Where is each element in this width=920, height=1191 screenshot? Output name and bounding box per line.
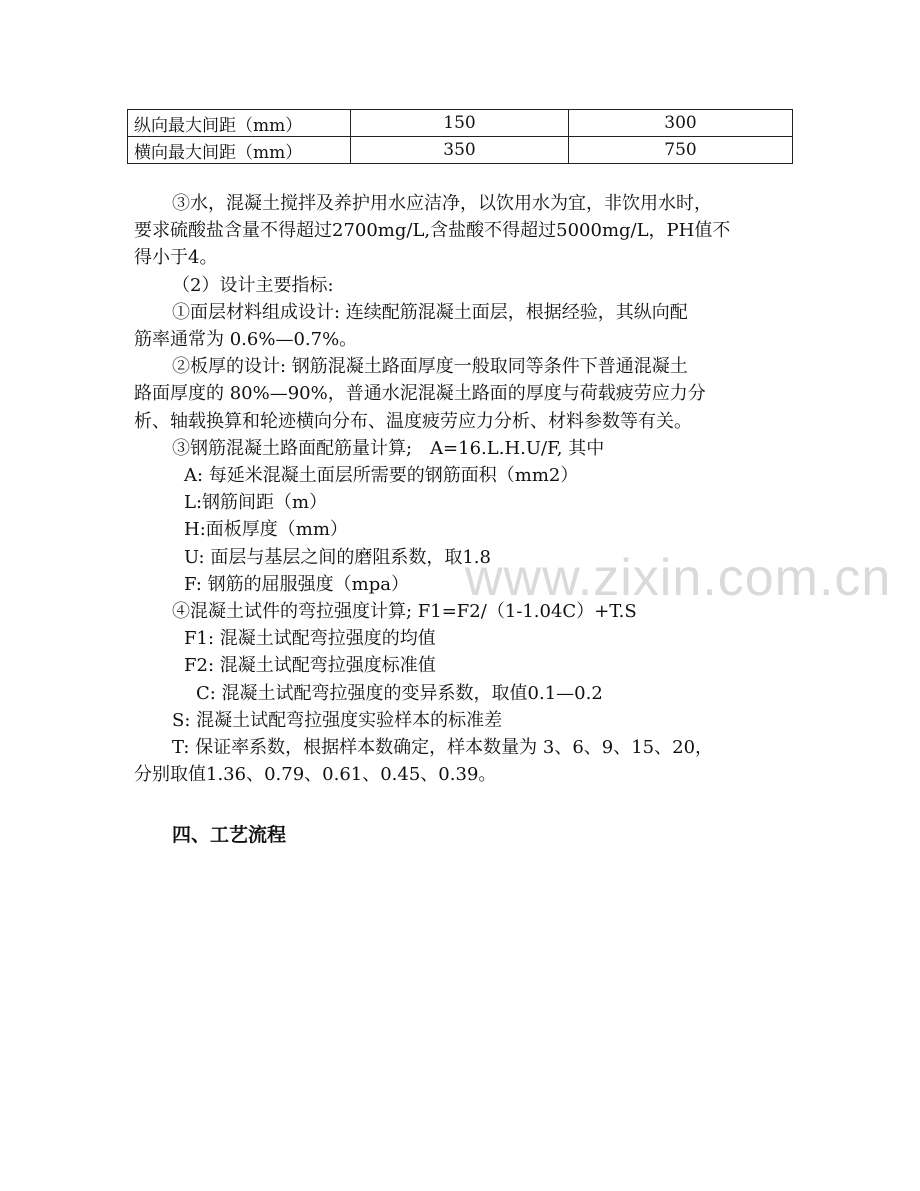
paragraph-line: 分别取值1.36、0.79、0.61、0.45、0.39。 xyxy=(134,764,497,786)
paragraph-line: S: 混凝土试配弯拉强度实验样本的标准差 xyxy=(172,709,503,731)
table-cell-label: 横向最大间距（mm） xyxy=(128,137,351,164)
paragraph-line: ②板厚的设计: 钢筋混凝土路面厚度一般取同等条件下普通混凝土 xyxy=(172,356,688,378)
paragraph-line: F2: 混凝土试配弯拉强度标准值 xyxy=(184,655,436,677)
table-row xyxy=(128,137,793,164)
paragraph-line: ③钢筋混凝土路面配筋量计算; A=16.L.H.U/F, 其中 xyxy=(172,437,605,459)
paragraph-line: 筋率通常为 0.6%—0.7%。 xyxy=(134,329,358,351)
paragraph-line: 析、轴载换算和轮迹横向分布、温度疲劳应力分析、材料参数等有关。 xyxy=(134,410,692,432)
table-cell-value: 750 xyxy=(569,137,793,164)
paragraph-line: C: 混凝土试配弯拉强度的变异系数，取值0.1—0.2 xyxy=(196,682,603,704)
paragraph-line: F: 钢筋的屈服强度（mpa） xyxy=(184,573,409,595)
table-cell-label: 纵向最大间距（mm） xyxy=(128,110,351,137)
paragraph-line: T: 保证率系数，根据样本数确定，样本数量为 3、6、9、15、20， xyxy=(172,737,714,759)
paragraph-line: A: 每延米混凝土面层所需要的钢筋面积（mm2） xyxy=(184,465,579,487)
table-cell-value: 350 xyxy=(351,137,569,164)
table-cell-value: 150 xyxy=(351,110,569,137)
table-cell-value: 300 xyxy=(569,110,793,137)
paragraph-line: 要求硫酸盐含量不得超过2700mg/L,含盐酸不得超过5000mg/L，PH值不 xyxy=(134,220,731,242)
paragraph-line: ①面层材料组成设计: 连续配筋混凝土面层，根据经验，其纵向配 xyxy=(172,301,688,323)
paragraph-line: 得小于4。 xyxy=(134,247,218,269)
paragraph-line: L:钢筋间距（m） xyxy=(184,492,328,514)
watermark: www.zixin.com.cn xyxy=(465,549,892,607)
body-text xyxy=(134,190,794,788)
paragraph-line: （2）设计主要指标: xyxy=(172,274,334,296)
paragraph-line: 路面厚度的 80%—90%，普通水泥混凝土路面的厚度与荷载疲劳应力分 xyxy=(134,383,706,405)
paragraph-line: U: 面层与基层之间的磨阻系数，取1.8 xyxy=(184,546,491,568)
spacing-table xyxy=(127,109,793,164)
paragraph-line: ③水，混凝土搅拌及养护用水应洁净，以饮用水为宜，非饮用水时， xyxy=(172,193,712,214)
paragraph-line: ④混凝土试件的弯拉强度计算; F1=F2/（1-1.04C）+T.S xyxy=(172,601,637,623)
paragraph-line: F1: 混凝土试配弯拉强度的均值 xyxy=(184,628,436,650)
section-heading: 四、工艺流程 xyxy=(172,824,287,846)
table-row xyxy=(128,110,793,137)
paragraph-line: H:面板厚度（mm） xyxy=(184,519,348,541)
